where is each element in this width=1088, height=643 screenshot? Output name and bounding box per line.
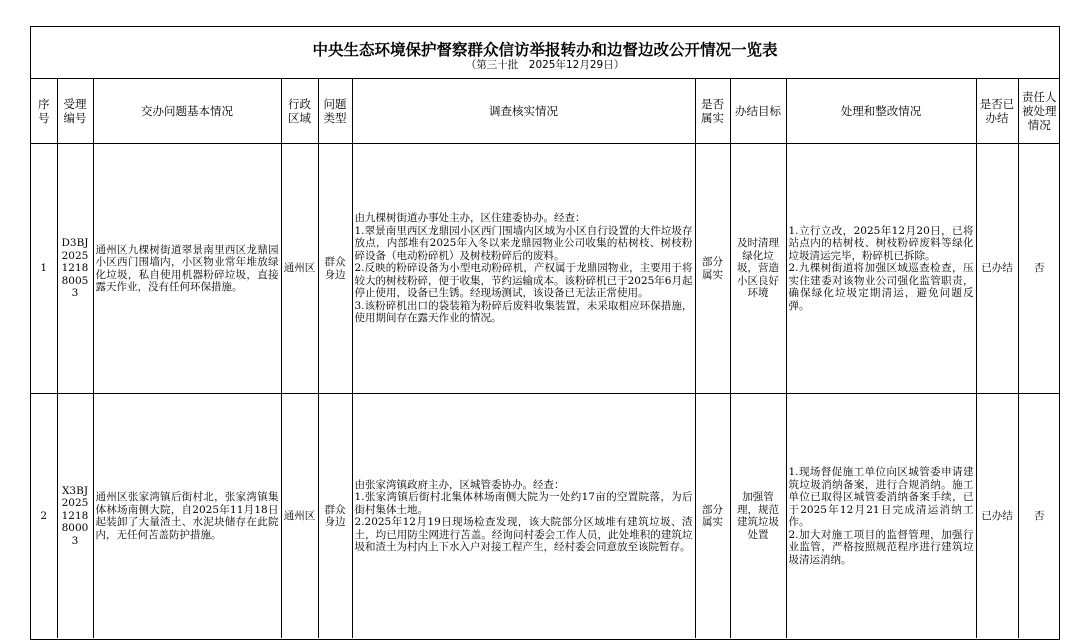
cell-type: 群众身边: [318, 144, 352, 394]
cell-code: D3BJ2025121880053: [57, 144, 93, 394]
document-title: 中央生态环境保护督察群众信访举报转办和边督边改公开情况一览表: [312, 41, 778, 59]
header-investigation: 调查核实情况: [352, 79, 695, 144]
investigation-line: 1.翠景南里西区龙鼎园小区西门围墙内区域为小区自行设置的大件垃圾存放点，内部堆有2025年入冬以来龙鼎园物业公司收集的枯树枝、树枝粉碎设备（电动粉碎机）及树枝粉碎后的废料。: [354, 224, 693, 262]
investigation-line: 2.反映的粉碎设备为小型电动粉碎机，产权属于龙鼎园物业，主要用于将较大的树枝粉碎，便于收集，节约运输成本。该粉碎机已于2025年6月起停止使用，设备已生锈。经现场测试，该设备已无法正常使用。: [354, 262, 693, 300]
cell-summary: 通州区九棵树街道翠景南里西区龙鼎园小区西门围墙内，小区物业常年堆放绿化垃圾，私自使用机器粉碎垃圾，直接露天作业，没有任何环保措施。: [93, 144, 281, 394]
investigation-line: 由九棵树街道办事处主办，区住建委协办。经查：: [354, 212, 586, 225]
cell-closed: 已办结: [976, 394, 1018, 639]
cell-no: 1: [31, 144, 57, 394]
cell-summary: 通州区张家湾镇后街村北，张家湾镇集体林场南侧大院，自2025年11月18日起装卸了大量渣土、水泥块储存在此院内，无任何苫盖防护措施。: [93, 394, 281, 639]
rectification-line: 1.立行立改，2025年12月20日，已将站点内的枯树枝、树枝粉碎废料等绿化垃圾清运完毕，粉碎机已拆除。: [788, 224, 974, 262]
header-row: [31, 79, 1060, 144]
header-goal: 办结目标: [730, 79, 786, 144]
cell-goal: 及时清理绿化垃圾，营造小区良好环境: [730, 144, 786, 394]
cell-code: X3BJ2025121880003: [57, 394, 93, 639]
cell-district: 通州区: [281, 394, 318, 639]
report-sheet: [30, 26, 1060, 640]
cases-table: [31, 79, 1060, 638]
investigation-line: 由张家湾镇政府主办，区城管委协办。经查：: [354, 478, 565, 491]
header-code: 受理编号: [57, 79, 93, 144]
table-row: [31, 394, 1060, 639]
cell-investigation: [352, 394, 695, 639]
header-district: 行政区域: [281, 79, 318, 144]
header-rectification: 处理和整改情况: [786, 79, 976, 144]
rectification-line: 2.加大对施工项目的监督管理，加强行业监管，严格按照规范程序进行建筑垃圾清运消纳。: [788, 528, 974, 566]
cell-verified: 部分属实: [695, 144, 730, 394]
header-summary: 交办问题基本情况: [93, 79, 281, 144]
header-punished: 责任人被处理情况: [1018, 79, 1060, 144]
document-subtitle: （第三十批 2025年12月29日）: [465, 59, 625, 71]
cell-district: 通州区: [281, 144, 318, 394]
header-closed: 是否已办结: [976, 79, 1018, 144]
cell-punished: 否: [1018, 394, 1060, 639]
rectification-line: 2.九棵树街道将加强区域巡查检查，压实住建委对该物业公司强化监管职责，确保绿化垃圾定期清运，避免问题反弹。: [788, 262, 974, 312]
table-row: [31, 144, 1060, 394]
investigation-line: 2.2025年12月19日现场检查发现，该大院部分区域堆有建筑垃圾、渣土，均已用防尘网进行苫盖。经询问村委会工作人员，此处堆积的建筑垃圾和渣土为村内上下水入户对接工程产生，经村委会同意放至该院暂存。: [354, 516, 693, 553]
cell-no: 2: [31, 394, 57, 639]
cell-rectification: [786, 144, 976, 394]
cell-investigation: [352, 144, 695, 394]
cell-verified: 部分属实: [695, 394, 730, 639]
cell-rectification: [786, 394, 976, 639]
investigation-line: 1.张家湾镇后街村北集体林场南侧大院为一处约17亩的空置院落，为后街村集体土地。: [354, 491, 693, 516]
title-block: [31, 27, 1059, 79]
header-type: 问题类型: [318, 79, 352, 144]
cell-type: 群众身边: [318, 394, 352, 639]
header-no: 序号: [31, 79, 57, 144]
investigation-line: 3.该粉碎机出口的袋装箱为粉碎后废料收集装置，未采取相应环保措施，使用期间存在露天作业的情况。: [354, 299, 693, 325]
cell-punished: 否: [1018, 144, 1060, 394]
header-verified: 是否属实: [695, 79, 730, 144]
cell-closed: 已办结: [976, 144, 1018, 394]
rectification-line: 1.现场督促施工单位向区城管委申请建筑垃圾消纳备案，进行合规消纳。施工单位已取得区城管委消纳备案手续，已于2025年12月21日完成清运消纳工作。: [788, 466, 974, 528]
cell-goal: 加强管理，规范建筑垃圾处置: [730, 394, 786, 639]
